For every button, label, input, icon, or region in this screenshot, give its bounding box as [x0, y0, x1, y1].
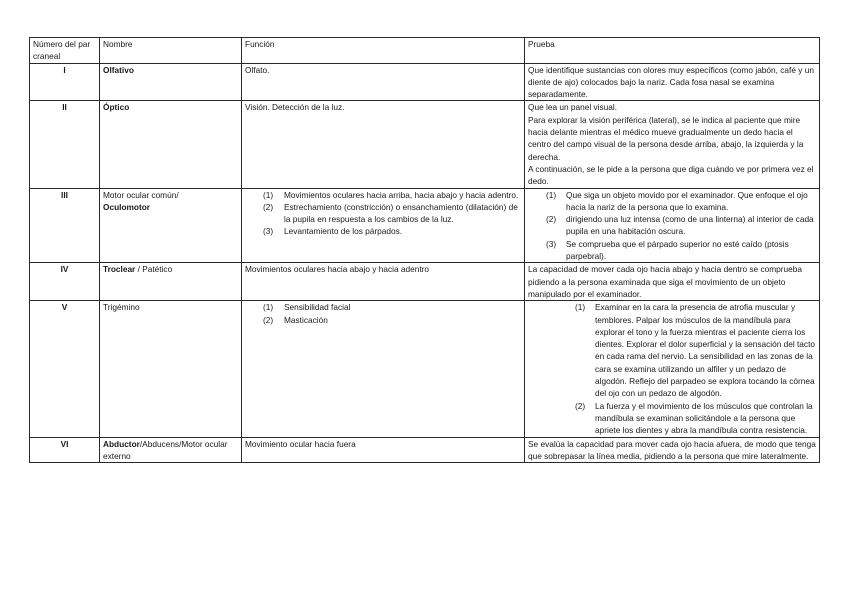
- row-funcion: [242, 188, 525, 263]
- prueba-line: Que lea un panel visual.: [528, 102, 618, 113]
- row-num: II: [30, 101, 100, 188]
- list-text: La fuerza y el movimiento de los músculos que controlan la mandíbula se examinan solicitándole a la persona que apriete los dientes y abra la mandíbula contra resistencia.: [595, 400, 813, 436]
- row-num: VI: [30, 437, 100, 463]
- name-bold: Olfativo: [103, 64, 134, 75]
- list-text: Movimientos oculares hacia arriba, hacia abajo y hacia adentro.: [284, 189, 519, 200]
- list-item: [557, 301, 816, 399]
- list-item: [245, 201, 521, 226]
- row-name: [100, 437, 242, 463]
- cranial-nerves-table: [29, 37, 820, 463]
- table-row: [30, 101, 820, 188]
- header-row: [30, 38, 820, 64]
- list-text: Que siga un objeto movido por el examinador. Que enfoque el ojo hacia la nariz de la persona que lo examina.: [566, 189, 808, 212]
- name-bold: Troclear: [103, 264, 136, 275]
- name-bold: Óptico: [103, 102, 130, 113]
- table-row: [30, 63, 820, 101]
- list-text: Se comprueba que el párpado superior no esté caído (ptosis parpebral).: [566, 238, 789, 262]
- list-marker: (2): [546, 214, 557, 225]
- list-marker: (2): [263, 314, 274, 325]
- list-marker: (3): [546, 238, 557, 249]
- row-name: [100, 101, 242, 188]
- list-text: Examinar en la cara la presencia de atrofia muscular y temblores. Palpar los músculos de la mandíbula para explorar el tono y la fuerza mientras el paciente cierra los dientes. Explorar el dolor superficial y la sensación del tacto en cada rama del nervio. La sensibilidad en las zonas de la cara se examina utilizando un alfiler y un pedazo de algodón. Reflejo del parpadeo se explora tocando la córnea del ojo con un pedazo de algodón.: [595, 302, 815, 399]
- name-bold: Abductor: [103, 438, 140, 449]
- row-funcion: [242, 301, 525, 437]
- list-marker: (2): [263, 201, 274, 212]
- row-name: [100, 63, 242, 101]
- prueba-list: [528, 189, 816, 263]
- list-marker: (1): [546, 189, 557, 200]
- list-item: [528, 238, 816, 263]
- header-num: Número del par craneal: [30, 38, 100, 64]
- header-nombre: Nombre: [100, 38, 242, 64]
- list-text: Levantamiento de los párpados.: [284, 226, 403, 237]
- list-item: [245, 301, 521, 313]
- list-marker: (3): [263, 226, 274, 237]
- list-item: [245, 189, 521, 201]
- header-funcion: Función: [242, 38, 525, 64]
- table-row: [30, 263, 820, 301]
- list-item: [528, 189, 816, 214]
- table-row: [30, 188, 820, 263]
- row-num: III: [30, 188, 100, 263]
- name-plain: Motor ocular común/: [103, 189, 179, 200]
- name-rest: /Abducens/Motor ocular externo: [103, 438, 228, 461]
- table-row: [30, 301, 820, 437]
- row-prueba: [525, 301, 820, 437]
- list-item: [557, 400, 816, 437]
- row-prueba: Que identifique sustancias con olores muy específicos (como jabón, café y un diente de ajo) colocados bajo la nariz. Cada fosa nasal se examina separadamente.: [525, 63, 820, 101]
- row-funcion: Movimiento ocular hacia fuera: [242, 437, 525, 463]
- list-item: [245, 225, 521, 237]
- row-name: [100, 263, 242, 301]
- funcion-list: [245, 301, 521, 326]
- list-marker: (1): [575, 302, 586, 313]
- row-name: [100, 188, 242, 263]
- row-funcion: Visión. Detección de la luz.: [242, 101, 525, 188]
- list-text: Sensibilidad facial: [284, 302, 351, 313]
- row-prueba: [525, 188, 820, 263]
- header-prueba: Prueba: [525, 38, 820, 64]
- list-text: Masticación: [284, 314, 328, 325]
- row-funcion: Olfato.: [242, 63, 525, 101]
- list-text: dirigiendo una luz intensa (como de una linterna) al interior de cada pupila en una habitación oscura.: [566, 214, 814, 237]
- row-prueba: [525, 101, 820, 188]
- row-prueba: Se evalúa la capacidad para mover cada ojo hacia afuera, de modo que tenga que sobrepasar la línea media, pidiendo a la persona que mire lateralmente.: [525, 437, 820, 463]
- row-prueba: La capacidad de mover cada ojo hacia abajo y hacia dentro se comprueba pidiendo a la persona examinada que siga el movimiento de un objeto manipulado por el examinador.: [525, 263, 820, 301]
- list-text: Estrechamiento (constricción) o ensanchamiento (dilatación) de la pupila en respuesta a los cambios de la luz.: [284, 201, 518, 225]
- prueba-list: [557, 301, 816, 436]
- list-marker: (1): [263, 302, 274, 313]
- row-num: V: [30, 301, 100, 437]
- name-rest: / Patético: [135, 264, 173, 275]
- row-num: I: [30, 63, 100, 101]
- list-item: [245, 314, 521, 326]
- prueba-line: A continuación, se le pide a la persona que diga cuándo ve por primera vez el dedo.: [528, 163, 814, 187]
- list-item: [528, 213, 816, 238]
- name-bold: Oculomotor: [103, 201, 151, 212]
- row-funcion: Movimientos oculares hacia abajo y hacia adentro: [242, 263, 525, 301]
- prueba-line: Para explorar la visión periférica (lateral), se le indica al paciente que mire hacia delante mientras el médico mueve gradualmente un dedo hacia el centro del campo visual de la persona desde arriba, abajo, la izquierda y la derecha.: [528, 114, 804, 162]
- row-name: Trigémino: [100, 301, 242, 437]
- row-num: IV: [30, 263, 100, 301]
- list-marker: (1): [263, 189, 274, 200]
- table-row: [30, 437, 820, 463]
- funcion-list: [245, 189, 521, 238]
- list-marker: (2): [575, 400, 586, 411]
